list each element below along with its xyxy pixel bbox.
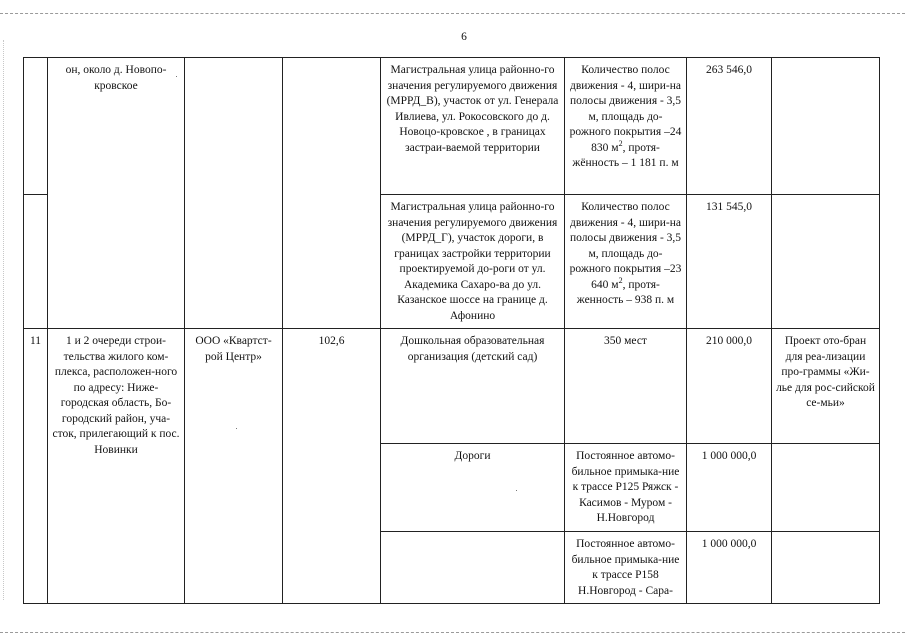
capacity-value: 102,6 bbox=[318, 335, 345, 347]
cell-note bbox=[772, 195, 880, 329]
facility-text: Магистральная улица районно-го значения регулируемого движения (МРРД_В), участок от ул. Генерала Ивлиева, ул. Рокосовского до д. Новоцо-кровское , в границах застраи-ваемой территории bbox=[386, 64, 559, 154]
cell-description bbox=[565, 532, 687, 604]
developer-text: ООО «Квартст-рой Центр» bbox=[195, 335, 272, 363]
note-text: Проект ото-бран для реа-лизации про-граммы «Жи-лье для рос-сийской се-мьи» bbox=[776, 335, 875, 409]
cell-location bbox=[48, 58, 185, 329]
cell-number bbox=[24, 329, 48, 604]
cell-location bbox=[48, 329, 185, 604]
scan-edge-top bbox=[0, 13, 905, 14]
cell-developer bbox=[185, 329, 283, 604]
cell-facility bbox=[381, 532, 565, 604]
cell-description bbox=[565, 58, 687, 195]
row-number: 11 bbox=[29, 335, 42, 347]
cell-capacity bbox=[283, 58, 381, 329]
cell-number bbox=[24, 195, 48, 329]
cell-capacity bbox=[283, 329, 381, 604]
facility-text: Дошкольная образовательная организация (детский сад) bbox=[400, 335, 545, 363]
cell-cost bbox=[687, 58, 772, 195]
description-text-tail: , протя-женность – 938 п. м bbox=[576, 278, 675, 306]
superscript: 2 bbox=[618, 275, 623, 285]
scan-speck bbox=[516, 490, 517, 491]
cell-facility bbox=[381, 329, 565, 444]
cell-note bbox=[772, 444, 880, 532]
location-text: он, около д. Новопо-кровское bbox=[65, 64, 167, 92]
description-text: Постоянное автомо-бильное примыка-ние к трассе Р125 Ряжск - Касимов - Муром - Н.Новгород bbox=[571, 450, 680, 524]
scan-edge-bottom bbox=[0, 632, 905, 633]
cell-facility bbox=[381, 58, 565, 195]
cell-description bbox=[565, 195, 687, 329]
cell-note bbox=[772, 532, 880, 604]
cost-value: 210 000,0 bbox=[706, 335, 752, 347]
cost-value: 1 000 000,0 bbox=[701, 450, 757, 462]
cell-cost bbox=[687, 532, 772, 604]
description-text: 350 мест bbox=[604, 335, 647, 347]
location-text: 1 и 2 очереди строи-тельства жилого ком-плекса, расположен-ного по адресу: Ниже-городская область, Бо-городский район, уча-сток, прилегающий к пос. Новинки bbox=[52, 335, 180, 456]
description-text: Количество полос движения - 4, шири-на полосы движения - 3,5 м, площадь до-рожного покрытия –24 830 м bbox=[569, 64, 682, 154]
facility-text: Магистральная улица районно-го значения регулируемого движения (МРРД_Г), участок дороги, в границах застройки территории проектируемой до-роги от ул. Академика Сахаро-ва до ул. Казанское шоссе на границе д. Афонино bbox=[387, 201, 558, 322]
cost-value: 1 000 000,0 bbox=[701, 538, 757, 550]
description-text-tail: , протя-жённость – 1 181 п. м bbox=[572, 141, 679, 169]
cell-description bbox=[565, 444, 687, 532]
cell-developer bbox=[185, 58, 283, 329]
superscript: 2 bbox=[618, 138, 623, 148]
margin-dots bbox=[3, 40, 4, 600]
cost-value: 131 545,0 bbox=[706, 201, 752, 213]
cell-description bbox=[565, 329, 687, 444]
page-number: 6 bbox=[461, 31, 467, 43]
scan-speck bbox=[236, 428, 237, 429]
table-row bbox=[24, 58, 880, 195]
cell-facility bbox=[381, 444, 565, 532]
cell-cost bbox=[687, 444, 772, 532]
table-row bbox=[24, 329, 880, 444]
cell-cost bbox=[687, 329, 772, 444]
description-text: Количество полос движения - 4, шири-на полосы движения - 3,5 м, площадь до-рожного покрытия –23 640 м bbox=[569, 201, 682, 291]
cell-facility bbox=[381, 195, 565, 329]
scan-speck bbox=[176, 76, 177, 77]
cell-number bbox=[24, 58, 48, 195]
description-text: Постоянное автомо-бильное примыка-ние к трассе Р158 Н.Новгород - Сара- bbox=[571, 538, 680, 597]
cell-note bbox=[772, 329, 880, 444]
cost-value: 263 546,0 bbox=[706, 64, 752, 76]
cell-cost bbox=[687, 195, 772, 329]
cell-note bbox=[772, 58, 880, 195]
facility-text: Дороги bbox=[454, 450, 491, 462]
projects-table bbox=[23, 57, 880, 604]
